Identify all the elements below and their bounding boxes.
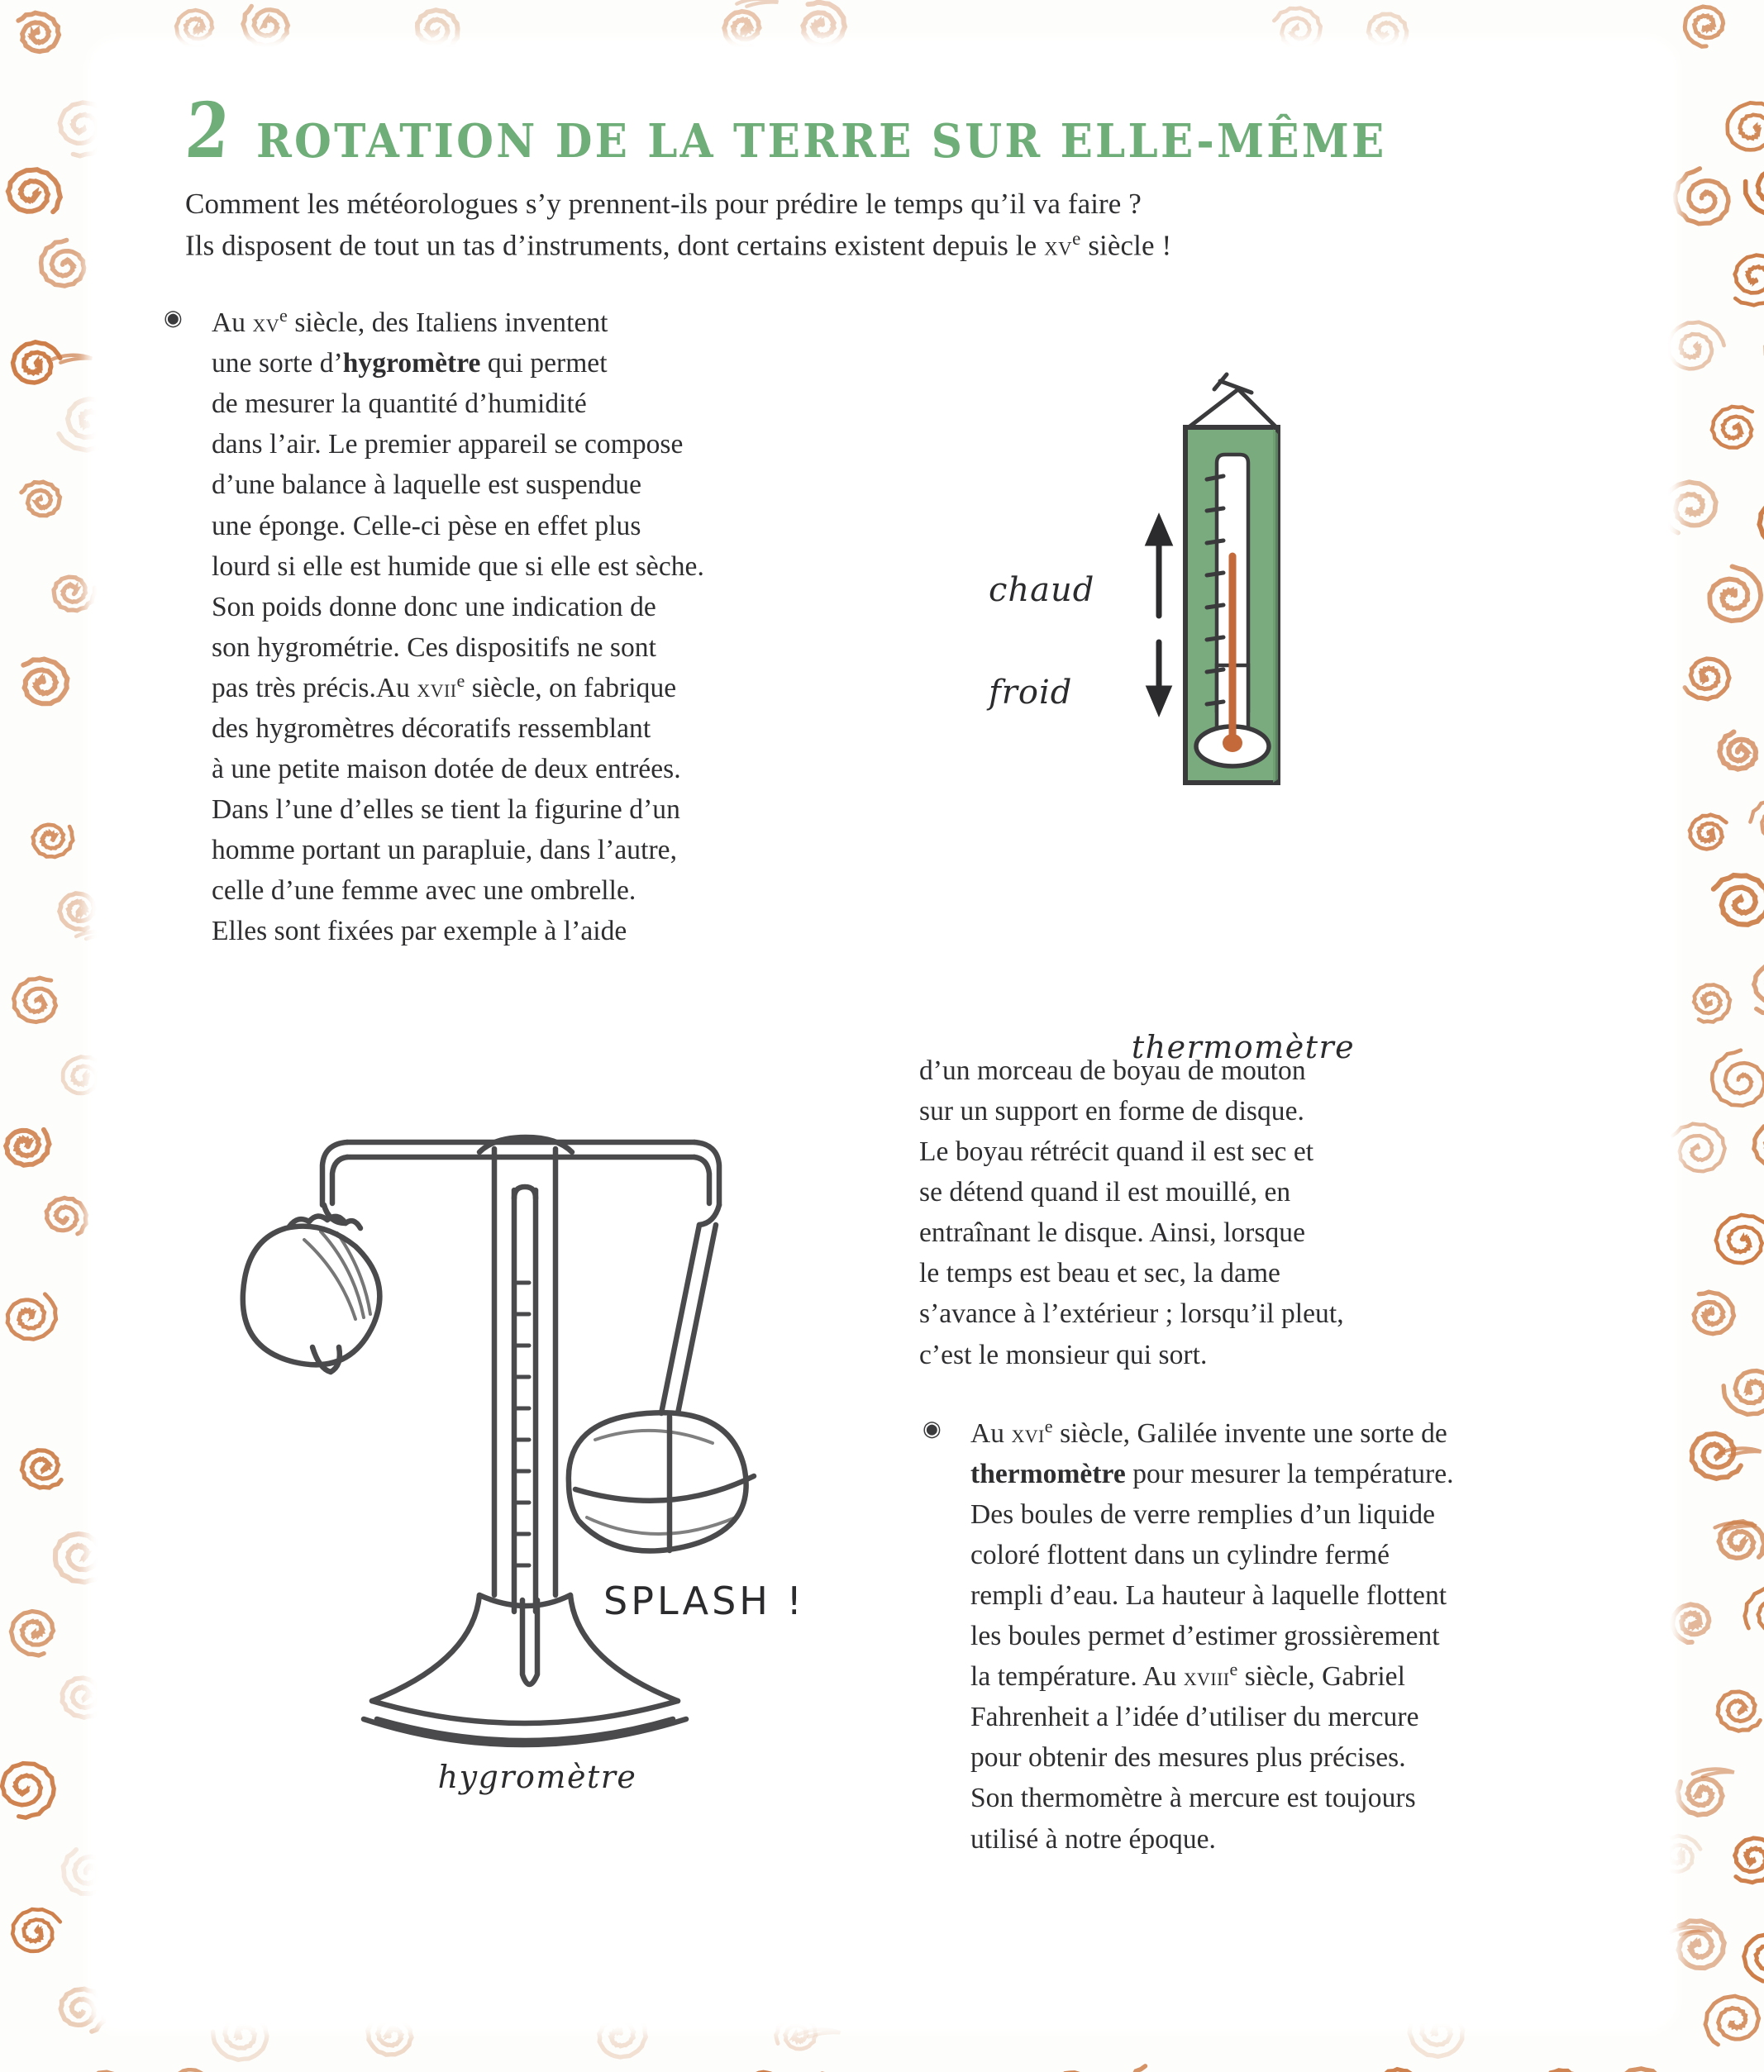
text-line: les boules permet d’estimer grossièrement bbox=[970, 1621, 1440, 1652]
text-line: rempli d’eau. La hauteur à laquelle flottent bbox=[970, 1579, 1447, 1611]
page-title: ROTATION DE LA TERRE SUR ELLE-MÊME bbox=[256, 114, 1387, 169]
label-chaud: chaud bbox=[989, 571, 1095, 609]
text-line: de mesurer la quantité d’humidité bbox=[212, 388, 587, 420]
text-line: son hygrométrie. Ces dispositifs ne sont bbox=[212, 631, 656, 663]
bullet-icon: ◉ bbox=[923, 1416, 942, 1441]
bullet-icon: ◉ bbox=[164, 306, 183, 331]
roman-numeral: xvi bbox=[1011, 1418, 1045, 1448]
bullet-item-hygrometer bbox=[160, 302, 904, 951]
text-line: c’est le monsieur qui sort. bbox=[919, 1339, 1208, 1370]
hygrometer-illustration bbox=[231, 1066, 843, 1810]
bullet-item-thermometer bbox=[919, 1413, 1597, 1860]
text-line: d’un morceau de boyau de mouton bbox=[919, 1055, 1306, 1087]
hygrometer-drawing bbox=[231, 1066, 843, 1752]
text-line: se détend quand il est mouillé, en bbox=[919, 1177, 1291, 1208]
text-line bbox=[970, 1656, 1597, 1697]
text-run: siècle, Gabriel bbox=[1237, 1661, 1405, 1693]
text-run: siècle, Galilée invente une sorte de bbox=[1052, 1417, 1447, 1449]
term-hygrometre: hygromètre bbox=[342, 348, 481, 379]
caption-thermometre: thermomètre bbox=[1131, 1029, 1356, 1065]
text-line bbox=[212, 668, 904, 708]
text-line: utilisé à notre époque. bbox=[970, 1823, 1216, 1855]
intro-line-2-b: siècle ! bbox=[1080, 229, 1172, 262]
label-froid: froid bbox=[989, 674, 1073, 712]
text-line bbox=[970, 1454, 1597, 1494]
paragraph-hygrometer-continued bbox=[919, 1050, 1597, 1375]
text-line: Elles sont fixées par exemple à l’aide bbox=[212, 916, 627, 947]
text-line: Son poids donne donc une indication de bbox=[212, 591, 656, 622]
text-run: la température. Au bbox=[970, 1661, 1184, 1693]
text-line: le temps est beau et sec, la dame bbox=[919, 1258, 1280, 1289]
text-run: siècle, on fabrique bbox=[465, 672, 677, 703]
chapter-number: 2 bbox=[183, 86, 231, 175]
intro-line-2-a: Ils disposent de tout un tas d’instruments, dont certains existent depuis le bbox=[185, 229, 1045, 262]
ordinal-suffix: e bbox=[1229, 1659, 1238, 1680]
text-line bbox=[970, 1413, 1597, 1454]
text-line: Dans l’une d’elles se tient la figurine d’un bbox=[212, 794, 680, 826]
text-line: dans l’air. Le premier appareil se compose bbox=[212, 429, 684, 460]
text-line: celle d’une femme avec une ombrelle. bbox=[212, 875, 636, 907]
sound-effect-splash: SPLASH ! bbox=[603, 1579, 805, 1623]
text-line bbox=[212, 302, 904, 343]
roman-numeral: xvii bbox=[417, 673, 457, 703]
text-run: Au bbox=[970, 1417, 1012, 1449]
text-line bbox=[212, 343, 904, 383]
intro-ordinal-suffix: e bbox=[1072, 226, 1081, 249]
text-line: Des boules de verre remplies d’un liquide bbox=[970, 1498, 1436, 1530]
intro-line-1: Comment les météorologues s’y prennent-ils pour prédire le temps qu’il va faire ? bbox=[185, 188, 1142, 220]
text-line: lourd si elle est humide que si elle est sèche. bbox=[212, 550, 704, 582]
text-line: homme portant un parapluie, dans l’autre, bbox=[212, 835, 677, 866]
page-heading bbox=[183, 86, 1605, 175]
text-line: à une petite maison dotée de deux entrées. bbox=[212, 754, 681, 785]
intro-paragraph bbox=[185, 183, 1605, 266]
text-run: une sorte d’ bbox=[212, 348, 343, 379]
ordinal-suffix: e bbox=[456, 669, 465, 691]
intro-line-2 bbox=[185, 225, 1605, 266]
roman-numeral: xv bbox=[252, 308, 280, 338]
text-line: sur un support en forme de disque. bbox=[919, 1096, 1304, 1127]
text-line: coloré flottent dans un cylindre fermé bbox=[970, 1539, 1390, 1570]
text-line: s’avance à l’extérieur ; lorsqu’il pleut, bbox=[919, 1298, 1344, 1330]
roman-numeral: xviii bbox=[1183, 1662, 1230, 1692]
text-run: pour mesurer la température. bbox=[1125, 1458, 1454, 1489]
text-line: pour obtenir des mesures plus précises. bbox=[970, 1742, 1406, 1774]
text-line: des hygromètres décoratifs ressemblant bbox=[212, 713, 651, 744]
text-line: Son thermomètre à mercure est toujours bbox=[970, 1783, 1416, 1814]
text-line: une éponge. Celle-ci pèse en effet plus bbox=[212, 510, 641, 541]
text-line: Fahrenheit a l’idée d’utiliser du mercure bbox=[970, 1702, 1419, 1733]
caption-hygrometre: hygromètre bbox=[437, 1759, 637, 1795]
term-thermometre: thermomètre bbox=[970, 1458, 1126, 1489]
text-run: qui permet bbox=[480, 348, 608, 379]
ordinal-suffix: e bbox=[279, 305, 288, 326]
text-run: Au bbox=[212, 307, 253, 339]
text-line: d’une balance à laquelle est suspendue bbox=[212, 469, 642, 501]
text-run: pas très précis.Au bbox=[212, 672, 417, 703]
text-run: siècle, des Italiens inventent bbox=[287, 307, 608, 339]
text-line: entraînant le disque. Ainsi, lorsque bbox=[919, 1217, 1305, 1249]
intro-roman-numeral: xv bbox=[1044, 231, 1073, 262]
thermometer-illustration bbox=[989, 351, 1433, 1079]
text-line: Le boyau rétrécit quand il est sec et bbox=[919, 1136, 1314, 1168]
ordinal-suffix: e bbox=[1044, 1415, 1053, 1436]
